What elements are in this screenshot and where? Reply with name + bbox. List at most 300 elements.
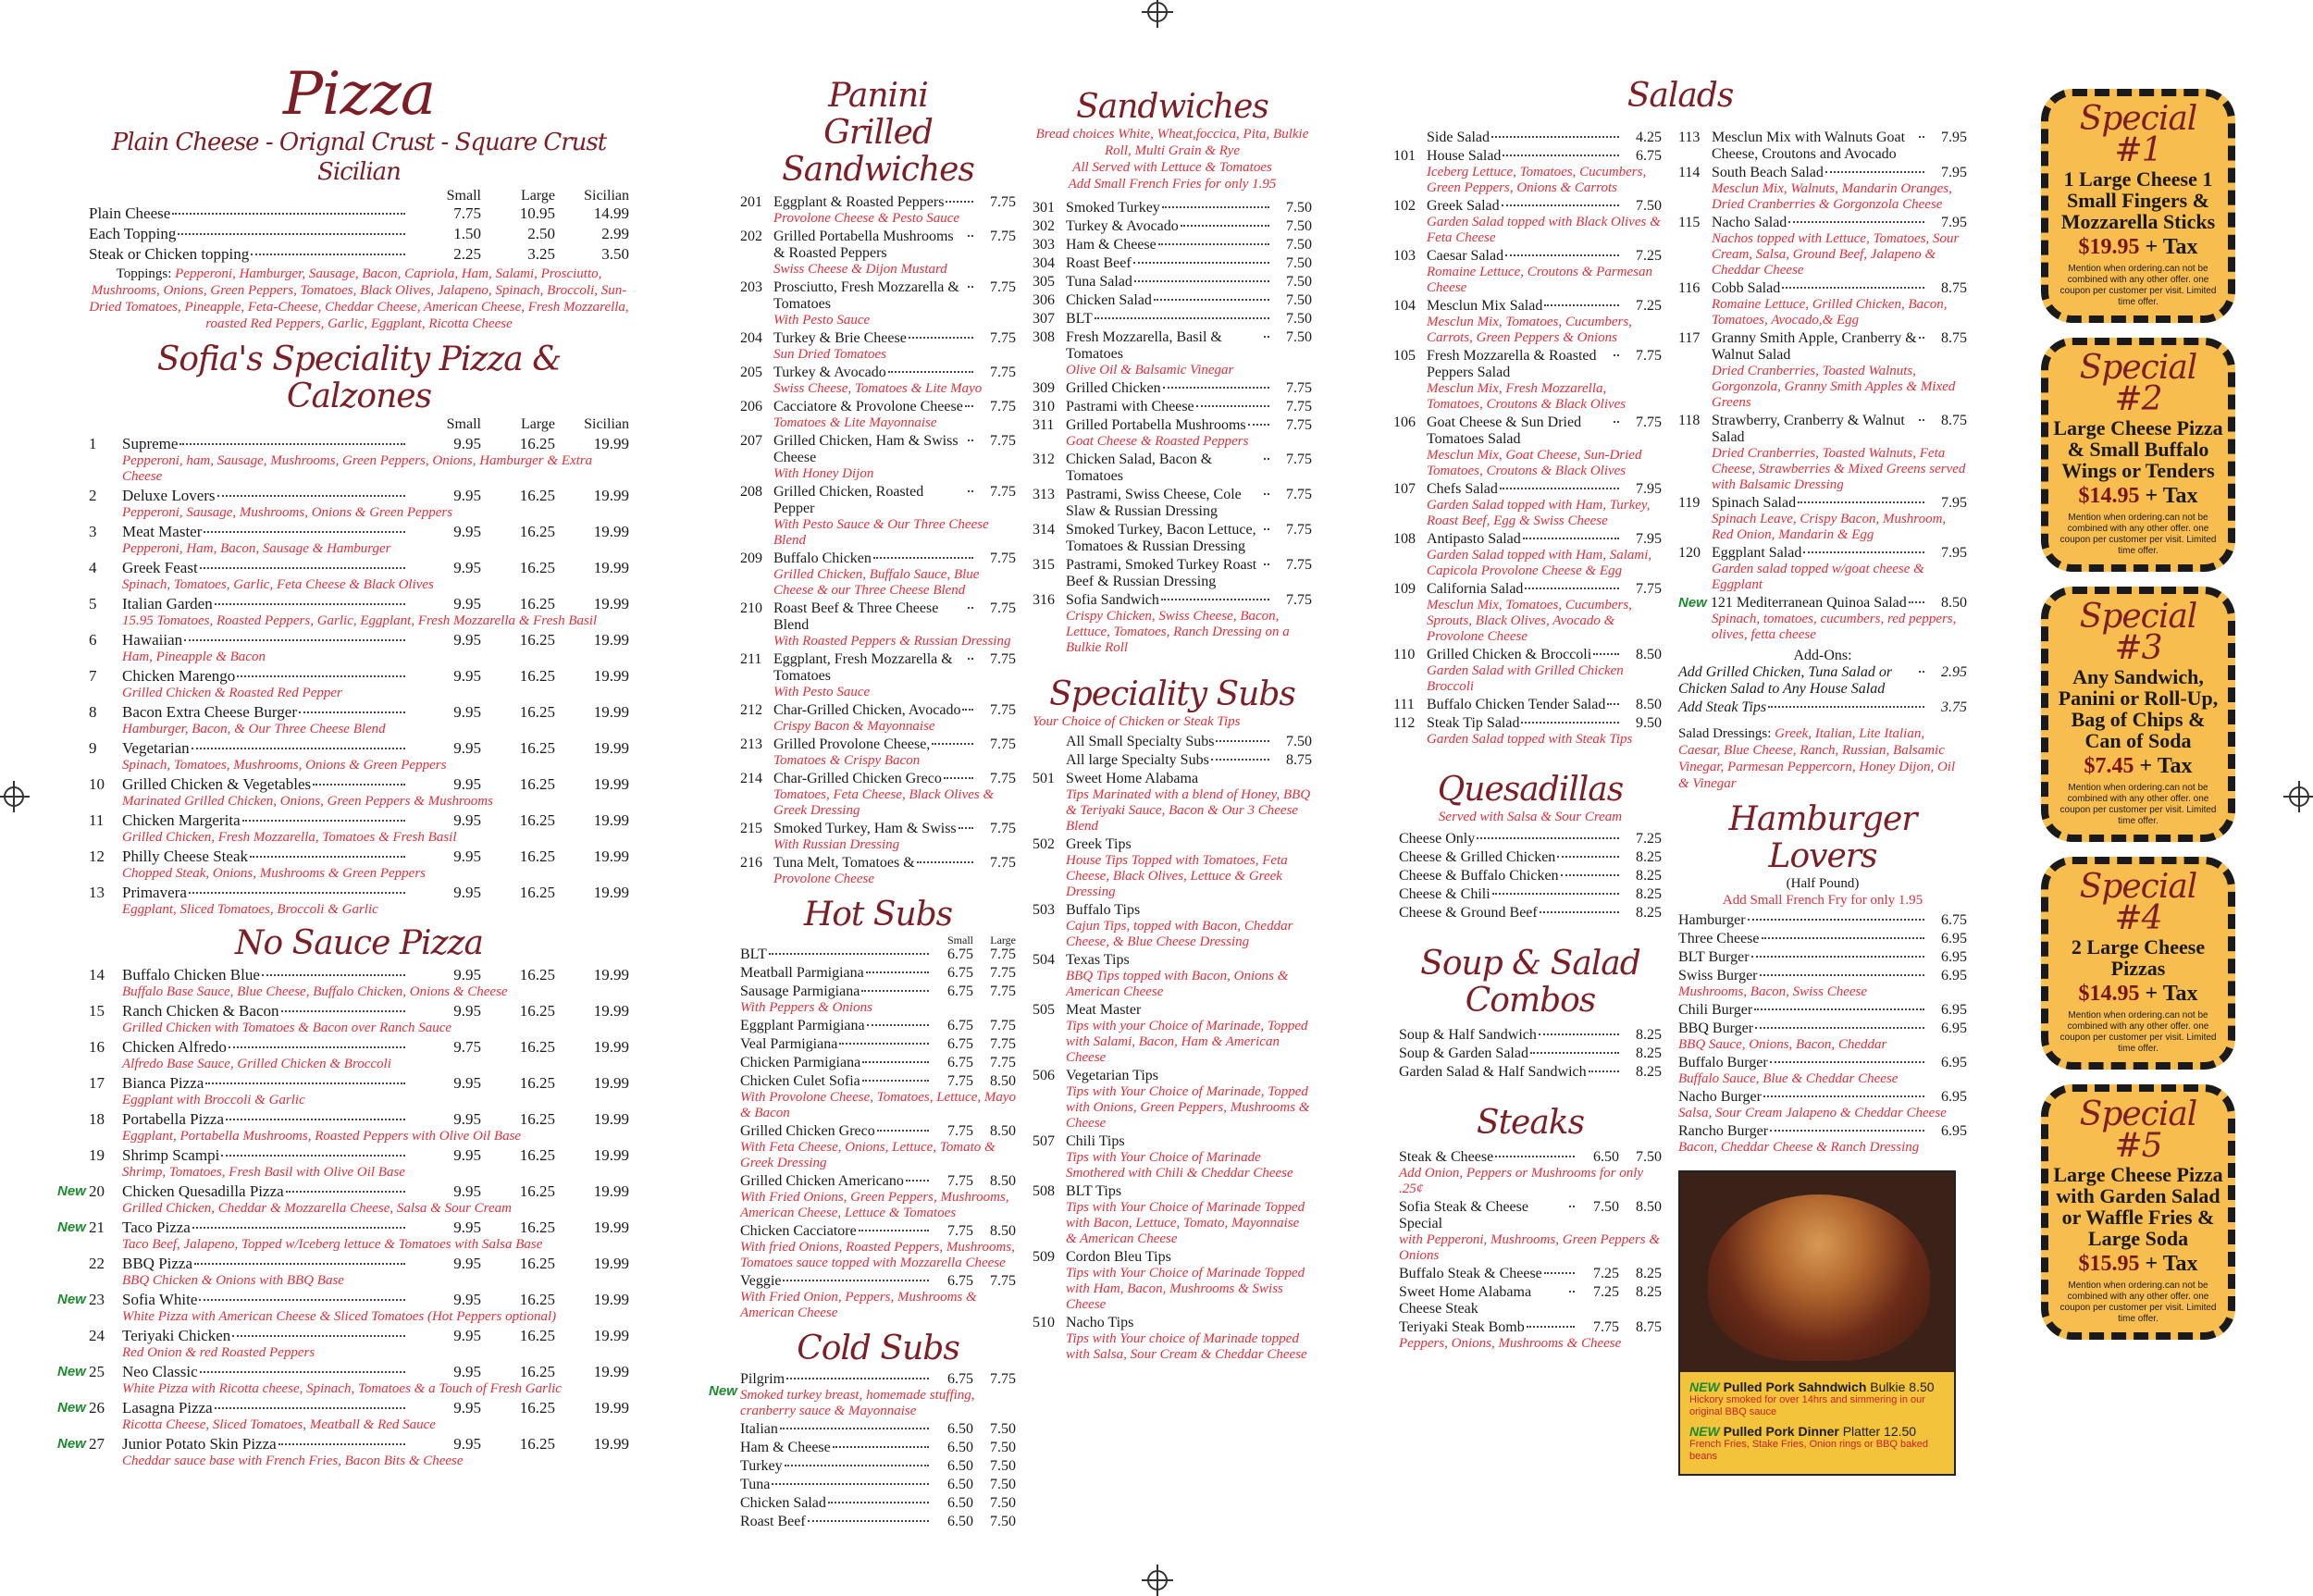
dot-leader [242,820,405,822]
item-description: With Roasted Peppers & Russian Dressing [773,634,1011,649]
item-description: Spinach, tomatoes, cucumbers, red peppers, olives, fetta cheese [1712,612,1957,642]
menu-item [57,1399,629,1433]
coupon-special-4 [2041,857,2235,1070]
item-number-text: 15 [89,1002,105,1020]
item-price: 8.25 [1636,1266,1662,1281]
menu-item-row [740,484,1016,517]
panini-subs-column [709,77,1017,1532]
item-name: Taco Pizza [122,1219,191,1236]
menu-item [1678,595,1967,643]
menu-item-row [740,736,1016,753]
item-number-text: 307 [1033,311,1055,327]
item-number [89,739,122,758]
menu-item [740,1223,1016,1271]
item-name: Turkey & Avocado [773,365,886,380]
item-name: Eggplant & Roasted Peppers [773,194,945,210]
new-badge: New [57,1183,86,1199]
menu-item [1399,1284,1662,1318]
item-name: Char-Grilled Chicken Greco [773,771,942,786]
item-name: Soup & Half Sandwich [1399,1027,1537,1043]
dot-leader [226,1119,405,1120]
dot-leader [867,1024,929,1026]
menu-item [740,365,1016,397]
item-price: 9.95 [453,559,481,576]
quesadillas-section [1393,772,1662,923]
menu-item-row [709,1371,1016,1399]
menu-item [89,559,629,593]
menu-item [89,1074,629,1108]
menu-item-row [89,739,629,758]
menu-item-row [1678,1021,1967,1037]
item-number-text: 201 [740,194,762,210]
coupon-special-2 [2041,338,2235,572]
item-price: 6.95 [1941,1055,1967,1070]
dot-leader [1569,1291,1575,1293]
dot-leader [917,861,973,863]
menu-item-row [1678,949,1967,966]
item-number [1033,417,1066,434]
dot-leader [862,1061,929,1063]
menu-item-row [89,1327,629,1345]
item-number-text: 22 [89,1255,105,1272]
item-number-text: 209 [740,551,762,566]
item-name: BLT Tips [1066,1183,1122,1199]
item-price: 9.95 [453,811,481,829]
item-description: Buffalo Sauce, Blue & Cheddar Cheese [1678,1071,1899,1086]
item-number [89,775,122,794]
menu-item-row [1399,1284,1662,1318]
item-price: 7.50 [1286,274,1312,290]
item-price: 9.95 [453,667,481,685]
toppings-text: Pepperoni, Hamburger, Sausage, Bacon, Capriola, Ham, Salami, Prosciutto, Mushrooms, Onions, Green Peppers, Tomatoes, Black Olives, Jalapeno, Spinach, Broccoli, Sun-Dried Tomatoes, Pineapple, Feta-Cheese, Cheddar Cheese, American Cheese, Fresh Mozzarella, roasted Red Peppers, Garlic, Eggplant, Ricotta Cheese [89,266,629,331]
item-number-text: 110 [1393,647,1416,662]
item-name: Pastrami, Smoked Turkey Roast Beef & Russian Dressing [1066,557,1257,589]
menu-item-row [740,965,1016,982]
item-price: 8.50 [1941,595,1967,611]
menu-item-row [1399,1266,1662,1282]
item-name: Shrimp Scampi [122,1146,220,1164]
item-description: Mesclun Mix, Tomatoes, Cucumbers, Sprouts, Black Olives, Avocado & Provolone Cheese [1427,598,1632,644]
dot-leader [1216,740,1269,742]
menu-item-row [89,559,629,577]
half-pound-note: (Half Pound) [1786,876,1860,891]
menu-item [1399,1045,1662,1062]
menu-item-row [740,771,1016,787]
item-number [740,702,773,719]
menu-item [1033,329,1312,378]
item-price: 7.75 [990,484,1016,500]
item-name: Add Steak Tips [1678,699,1767,715]
item-number [740,484,773,501]
item-description: Romaine Lettuce, Croutons & Parmesan Cheese [1427,265,1653,295]
item-name: Cheese & Chili [1399,886,1490,902]
menu-item-row [89,811,629,830]
item-number-text: 16 [89,1038,105,1056]
item-number [1033,902,1066,919]
quesadillas-note: Served with Salsa & Sour Cream [1438,810,1623,824]
item-number [1033,1133,1066,1150]
dot-leader [1181,225,1269,227]
item-number [1678,215,1712,231]
menu-item [1033,452,1312,485]
menu-item [740,433,1016,482]
item-price: 7.75 [1286,557,1312,573]
item-price: 8.50 [990,1223,1016,1239]
item-price: 7.95 [1636,481,1662,497]
item-price: 7.50 [1286,237,1312,253]
item-price: 7.75 [1286,399,1312,414]
dot-leader [1614,421,1619,423]
menu-item-row [740,1514,1016,1530]
item-price: 7.75 [1286,380,1312,396]
menu-item [1678,664,1967,698]
menu-item-row [89,245,629,264]
item-price: 6.50 [947,1477,973,1492]
item-price: 7.75 [947,1123,973,1139]
dot-leader [1163,387,1269,389]
menu-item-row [89,225,629,243]
sandwiches-column [1033,89,1312,1365]
menu-item [740,1018,1016,1034]
menu-item [740,1514,1016,1530]
item-number-text: 17 [89,1074,105,1092]
dot-leader [808,1520,929,1522]
menu-item [1399,905,1662,922]
menu-item [1678,130,1967,163]
menu-item-row [740,1458,1016,1475]
item-name: Tuna Melt, Tomatoes & [773,855,915,871]
item-description: Grilled Chicken with Tomatoes & Bacon over Ranch Sauce [122,1021,452,1035]
menu-item [1393,348,1662,413]
item-number [1393,581,1427,598]
pizza-section [89,61,629,332]
item-price: 7.75 [990,600,1016,616]
dot-leader [1502,204,1619,206]
item-number-text: 119 [1678,495,1701,511]
item-name: Chicken Salad [740,1495,826,1511]
menu-item-row [1033,522,1312,555]
item-number-text: 313 [1033,487,1055,502]
item-name: Caesar Salad [1427,248,1504,264]
item-description: Chopped Steak, Onions, Mushrooms & Green Peppers [122,866,427,881]
item-number-text: 204 [740,330,762,346]
menu-item-row [1033,311,1312,328]
item-price: 19.99 [593,487,629,504]
menu-item [740,946,1016,963]
item-price: 7.75 [990,229,1016,244]
menu-item [740,600,1016,650]
size-headers [740,934,1016,946]
item-price: 7.75 [1286,417,1312,433]
sandwiches-section [1033,89,1312,658]
item-price: 7.50 [1286,292,1312,308]
menu-item [1399,1266,1662,1282]
item-name: Cordon Bleu Tips [1066,1249,1171,1265]
item-price: 6.75 [947,1018,973,1033]
item-number [1033,836,1066,853]
item-name: BBQ Pizza [122,1255,193,1272]
item-price: 9.95 [453,1435,481,1453]
menu-item [89,1327,629,1361]
item-number-text: 19 [89,1146,105,1164]
menu-item-row [57,1363,629,1381]
menu-item-row [1033,752,1312,769]
dot-leader [839,1043,929,1045]
item-name: Spinach Salad [1712,495,1797,511]
dot-leader [299,711,405,713]
menu-item-row [1033,380,1312,397]
dot-leader [1095,317,1269,319]
dot-leader [313,784,405,786]
item-name: Meatball Parmigiana [740,965,864,981]
item-description: With Honey Dijon [773,466,874,481]
item-description: Dried Cranberries, Toasted Walnuts, Feta Cheese, Strawberries & Mixed Greens served with Balsamic Dressing [1712,446,1966,492]
registration-mark-icon [1147,2,1168,22]
addons-title: Add-Ons: [1793,648,1852,663]
pizza-title: Pizza [282,60,436,129]
dot-leader [1264,336,1269,338]
menu-item-row [1033,329,1312,363]
item-price: 19.99 [593,1146,629,1164]
item-name: Chefs Salad [1427,481,1498,497]
menu-item-row [740,1495,1016,1512]
item-name: BLT [1066,311,1093,327]
item-price: 2.95 [1941,664,1967,680]
coupon-label: Special [2079,1095,2197,1133]
menu-item-row [1033,734,1312,750]
dot-leader [1919,136,1924,138]
dot-leader [1158,243,1269,245]
promo-item-1: Pulled Pork Sahndwich [1723,1379,1867,1394]
item-number-text: 303 [1033,237,1055,253]
item-number [740,279,773,296]
item-price: 8.25 [1636,886,1662,902]
menu-item [1033,1068,1312,1132]
coupon-price: $7.45 [2084,754,2134,778]
item-name: Plain Cheese [89,204,171,222]
dot-leader [1762,937,1924,939]
menu-item [1678,280,1967,328]
menu-item [740,1055,1016,1071]
item-price: 10.95 [519,204,555,222]
menu-item [1033,417,1312,450]
menu-item [1033,200,1312,217]
menu-item-row [740,651,1016,685]
dot-leader [1919,419,1924,421]
item-price: 19.99 [593,523,629,540]
coupons-column [2041,89,2235,1355]
item-number [1393,148,1427,165]
item-price: 19.99 [593,703,629,721]
item-number-text: 107 [1393,481,1416,497]
item-price: 19.99 [593,1399,629,1417]
menu-item-row [740,1036,1016,1053]
item-name: Ham & Cheese [740,1440,831,1455]
item-number [57,1219,122,1237]
menu-item [740,279,1016,328]
menu-item [1393,581,1662,645]
item-name: Pastrami, Swiss Cheese, Cole Slaw & Russian Dressing [1066,487,1242,519]
menu-item-row [1393,148,1662,165]
item-price: 9.95 [453,1146,481,1164]
menu-item-row [740,946,1016,963]
menu-item [740,399,1016,431]
item-name: Chicken Culet Sofia [740,1073,860,1089]
item-number-text: 116 [1678,280,1701,296]
item-price: 6.75 [947,965,973,981]
item-number [1033,292,1066,309]
item-name: California Salad [1427,581,1524,597]
item-price: 8.50 [990,1123,1016,1139]
menu-item [89,595,629,629]
item-price: 7.50 [990,1495,1016,1511]
dot-leader [968,658,973,660]
menu-item-row [1399,1149,1662,1166]
dot-leader [1919,337,1924,339]
menu-item-row [89,703,629,722]
item-price: 8.25 [1636,1045,1662,1061]
menu-item [1033,1249,1312,1313]
item-price: 16.25 [519,739,555,757]
dot-leader [769,953,929,955]
item-name: Chicken Parmigiana [740,1055,861,1070]
item-number-text: 205 [740,365,762,380]
item-price: 6.95 [1941,1002,1967,1018]
item-number [1393,647,1427,663]
menu-item [1399,1319,1662,1352]
dot-leader [1557,856,1619,858]
item-number-text: 213 [740,736,762,752]
item-price: 6.50 [1593,1149,1619,1165]
item-price: 7.95 [1636,531,1662,547]
menu-item [740,194,1016,227]
item-number-text: 27 [89,1435,105,1453]
item-number [1678,130,1712,146]
panini-subtitle: Grilled Sandwiches [782,114,974,189]
item-description: Tips Marinated with a blend of Honey, BBQ & Teriyaki Sauce, Bacon & Our 3 Cheese Blend [1066,787,1311,834]
menu-item-row [1393,298,1662,315]
item-description: Eggplant, Portabella Mushrooms, Roasted Peppers with Olive Oil Base [122,1129,522,1144]
menu-item-row [1678,545,1967,562]
menu-item-row [1399,1027,1662,1044]
dot-leader [1521,722,1619,724]
menu-item [1399,1199,1662,1264]
menu-item [740,651,1016,700]
item-number-text: 115 [1678,215,1701,230]
dot-leader [1919,671,1924,673]
item-number-text: 504 [1033,952,1055,968]
menu-item [57,1435,629,1469]
item-price: 9.95 [453,1291,481,1308]
item-number-text: 501 [1033,771,1055,786]
item-name: Chicken Margerita [122,811,241,829]
item-price: 8.75 [1941,280,1967,296]
new-badge: New [57,1364,86,1379]
coupon-fine-print: Mention when ordering.can not be combined with any other offer. one coupon per customer per visit. Limited time offer. [2059,1010,2217,1054]
menu-item [1033,1133,1312,1182]
menu-item [709,1371,1016,1419]
dot-leader [204,531,405,533]
menu-item-row [1033,902,1312,919]
dot-leader [833,1446,929,1448]
panini-section [740,78,1016,889]
menu-item [1678,968,1967,1000]
item-number [89,559,122,577]
item-price: 8.75 [1941,330,1967,346]
item-number-text: 106 [1393,414,1416,430]
item-price: 7.75 [990,551,1016,566]
item-name: Lasagna Pizza [122,1399,213,1417]
dot-leader [1134,280,1269,282]
item-number [740,330,773,347]
item-price: 16.25 [519,1038,555,1056]
item-price: 6.95 [1941,931,1967,946]
item-number-text: 212 [740,702,762,718]
dot-leader [1161,599,1269,600]
menu-item [1033,902,1312,950]
item-number [1033,487,1066,503]
item-name: Add Grilled Chicken, Tuna Salad or Chicken Salad to Any House Salad [1678,664,1893,697]
dot-leader [286,1191,405,1193]
menu-item [1393,414,1662,479]
item-number [1033,237,1066,254]
item-description: House Tips Topped with Tomatoes, Feta Cheese, Black Olives, Lettuce & Greek Dressing [1066,853,1288,899]
menu-item-row [1393,481,1662,498]
menu-item [1678,1002,1967,1019]
item-name: Chicken Quesadilla Pizza [122,1182,284,1200]
item-price: 19.99 [593,1363,629,1380]
item-name: Grilled Chicken, Ham & Swiss Cheese [773,433,959,465]
dot-leader [968,286,973,288]
item-description: Nachos topped with Lettuce, Tomatoes, Sour Cream, Salsa, Ground Beef, Jalapeno & Cheddar Cheese [1712,231,1960,278]
coupon-price-line [2052,234,2224,260]
item-name: Cobb Salad [1712,280,1781,296]
item-price: 6.95 [1941,1089,1967,1105]
item-price: 19.99 [593,1291,629,1308]
dot-leader [785,1465,929,1466]
menu-item-row [1033,952,1312,969]
item-description: Buffalo Base Sauce, Blue Cheese, Buffalo Chicken, Onions & Cheese [122,984,508,999]
menu-item-row [89,775,629,794]
menu-item [1678,1123,1967,1156]
item-number [740,855,773,872]
menu-item-row [1033,1315,1312,1331]
item-number-text: 7 [89,667,97,685]
dot-leader [1803,551,1924,553]
menu-item-row [1033,1249,1312,1266]
item-price: 7.75 [990,855,1016,871]
item-price: 7.50 [1286,329,1312,345]
new-badge: NEW [1689,1424,1720,1439]
menu-item [1033,771,1312,835]
item-description: Salsa, Sour Cream Jalapeno & Cheddar Cheese [1678,1106,1947,1120]
menu-item [89,703,629,737]
item-price: 7.75 [1636,581,1662,597]
item-price: 6.95 [1941,1021,1967,1036]
dot-leader [281,1010,406,1012]
dot-leader [1607,703,1619,705]
menu-item-row [1678,699,1967,716]
promo-item-2: Pulled Pork Dinner [1723,1424,1839,1439]
dot-leader [278,1443,405,1445]
item-name: Sofia Steak & Cheese Special [1399,1199,1528,1231]
dot-leader [1751,956,1924,958]
item-number-text: 505 [1033,1002,1055,1018]
dot-leader [1525,588,1619,589]
item-price: 7.75 [947,1223,973,1239]
registration-mark-icon [2289,786,2309,807]
menu-item-row [89,667,629,686]
